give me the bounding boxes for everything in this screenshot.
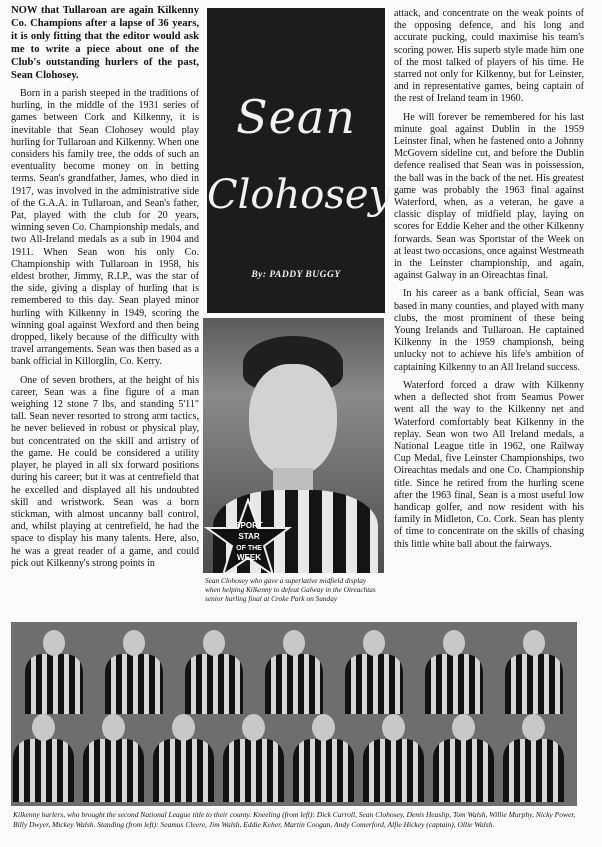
badge-text: STAR [238,532,260,541]
badge-text: OF THE [236,545,262,552]
portrait-caption: Sean Clohosey who gave a superlative midfield display when helping Kilkenny to defeat Galway in the Oireachtas senior hurling final at Croke Park on Sunday [205,576,376,604]
title-panel [207,8,392,313]
article-paragraph: One of seven brothers, at the height of his career, Sean was a fine figure of a man weighing 12 stone 7 lbs, and standing 5'11" tall. Sean never resorted to strong arm tactics, he never believed in robust or physical play, but concentrated on the skill and artistry of the game. He could be considered a utility player, he played in all six forward positions during his career; but it was at centrefield that he excelled and displayed all his undoubted skill and wristwork. Sean was a born stickman, with almost uncanny ball control, and, whilst playing at centrefield, he had the space to display his many talents. Here, also, he was a great reader of a game, and could pick out Kilkenny's strong points in [11,374,199,569]
badge-text: WEEK [237,553,261,562]
portrait-face [249,364,337,476]
article-column-left [11,4,199,570]
article-paragraph: Waterford forced a draw with Kilkenny when a deflected shot from Seamus Power went all the way to the Kilkenny net and Waterford comfortably beat Kilkenny in the replay. Sean won two All Ireland medals, a National League title in 1962, one Railway Cup Medal, five Leinster Championships, two Oireachtas medals and one Co. Championship title. Since he retired from the hurling scene after the 1963 final, Sean is a most useful low handicap golfer, and now resident with his family in Midleton, Co. Cork. Sean has plenty of time to concentrate on the skills of chasing this little white ball about the fairways. [394,379,584,550]
team-photo-caption: Kilkenny hurlers, who brought the second National League title to their county. Kneeling (from left): Dick Carroll, Sean Clohosey, Denis Heaslip, Tom Walsh, Willie Murphy, Nicky Power, Billy Dwyer, Mickey Walsh. Standing (from left): Seamus Cleere, Jim Walsh, Eddie Keher, Martin Coogan, Andy Comerford, Alfie Hickey (captain), Ollie Walsh. [13,810,576,829]
article-paragraph: He will forever be remembered for his last minute goal against Dublin in the 1959 Leinster final, when he fastened onto a Johnny McGovern sideline cut, and before the Dublin defence realised that Sean was in poissession, the ball was in the back of the net. His greatest game was probably the 1963 final against Waterford, when, as a veteran, he gave a classic display of midfield play, laying on scores for Eddie Keher and the other Kilkenny forwards. Sean was Sportstar of the Week on at least two occasions, once against Westmeath in the Leinster championship, and again, against Galway in an Oireachtas final. [394,111,584,282]
sport-star-badge-icon [203,498,293,573]
title-last-name: Clohosey [207,172,392,218]
byline: By: PADDY BUGGY [251,270,341,280]
title-first-name: Sean [236,90,356,144]
article-paragraph: In his career as a bank official, Sean was based in many counties, and played with many clubs, the most prominent of these being Young Irelands and Tullaroan. He captained Kilkenny in the 1959 championsh, being unlucky not to achieve his life's ambition of captaining Kilkenny to an All Ireland success. [394,288,584,373]
article-lead-paragraph: NOW that Tullaroan are again Kilkenny Co. Champions after a lapse of 36 years, it is only fitting that the editor would ask me to write a piece about one of the Club's outstanding hurlers of the past, Sean Clohosey. [11,5,199,81]
badge-text: SPORT [235,521,263,530]
article-paragraph: Born in a parish steeped in the traditions of hurling, in the middle of the 1931 series of games between Cork and Kilkenny, it is inevitable that Sean Clohosey would play hurling for Tullaroan and Kilkenny. When one considers his family tree, the odds of such an eventuality become money on in betting terms. Sean's grandfather, James, who died in 1917, was involved in the administrative side of the G.A.A. in Tullaroan, and Sean's father, Pat, played with the club for 20 years, winning seven Co. Championship medals, and two All-Ireland medals as a sub in 1904 and 1911. When Sean won his only Co. Championship with Tullaroan in 1958, his eldest brother, Jimmy, R.I.P., was the star of the side, giving a display of hurling that is remembered to this day. Sean played minor hurling with Kilkenny in 1949, scoring the winning goal against Wexford and then being dropped, likely because of the difficulty with travel arrangements. Sean was then based as a bank official in Killorglin, Co. Kerry. [11,88,199,368]
article-column-right [394,8,584,551]
team-photo [11,622,577,806]
article-paragraph: attack, and concentrate on the weak points of the opposing defence, and his long and accurate pucking, could maximise his team's scoring power. His superb style made him one of the most talked of players of his time. He starred not only for Kilkenny, but for Leinster, and in representative games, being captain of the rest of Ireland team in 1960. [394,8,584,105]
portrait-photo [203,318,384,573]
